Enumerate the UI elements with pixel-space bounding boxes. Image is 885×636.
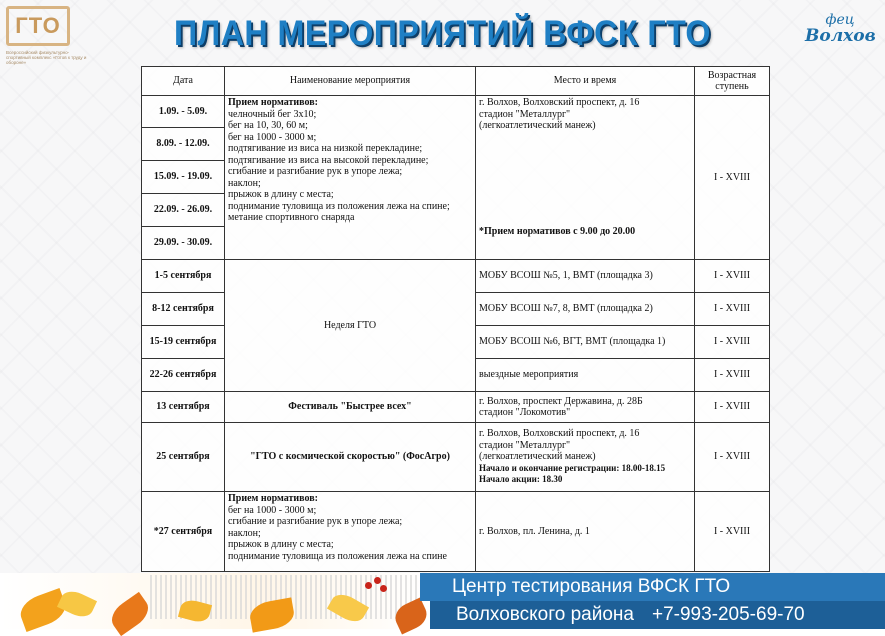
place-line: стадион "Локомотив" <box>479 407 571 418</box>
norms-title: Прием нормативов: <box>228 493 318 504</box>
place-line: г. Волхов, проспект Державина, д. 28Б <box>479 395 643 407</box>
event-name-cell: Фестиваль "Быстрее всех" <box>225 392 476 423</box>
norms-line: наклон; <box>228 177 261 189</box>
place-cell: МОБУ ВСОШ №6, ВГТ, ВМТ (площадка 1) <box>476 326 695 359</box>
norms-line: бег на 1000 - 3000 м; <box>228 504 317 516</box>
place-line: (легкоатлетический манеж) <box>479 451 596 463</box>
place-line: стадион "Металлург" <box>479 439 571 451</box>
berry-icon <box>380 585 387 592</box>
leaf-icon <box>106 592 154 636</box>
header-place: Место и время <box>476 67 695 96</box>
date-cell: 1.09. - 5.09. <box>142 96 225 128</box>
table-header-row <box>142 67 770 96</box>
footer-center-title: Центр тестирования ВФСК ГТО <box>420 573 885 601</box>
table-row <box>142 96 770 128</box>
norms-line: поднимание туловища из положения лежа на спине; <box>228 200 450 212</box>
table-row <box>142 423 770 492</box>
footer <box>0 573 885 629</box>
footer-contact-band <box>430 601 885 629</box>
header-name: Наименование мероприятия <box>225 67 476 96</box>
date-cell: 29.09. - 30.09. <box>142 227 225 260</box>
norms-line: метание спортивного снаряда <box>228 212 355 223</box>
norms-line: поднимание туловища из положения лежа на спине <box>228 550 447 562</box>
header-age: Возрастная ступень <box>695 67 770 96</box>
event-name-cell: "ГТО с космической скоростью" (ФосАгро) <box>225 423 476 492</box>
norms-line: бег на 10, 30, 60 м; <box>228 120 308 131</box>
age-cell: I - XVIII <box>695 492 770 572</box>
berry-icon <box>365 582 372 589</box>
fec-volkhov-logo <box>805 12 875 54</box>
table-row <box>142 392 770 423</box>
place-cell <box>476 392 695 423</box>
date-cell: 22.09. - 26.09. <box>142 194 225 227</box>
fec-logo-line2: Волхов <box>805 26 876 46</box>
age-cell: I - XVIII <box>695 326 770 359</box>
norms-cell <box>225 96 476 260</box>
norms-line: челночный бег 3х10; <box>228 108 317 120</box>
age-cell: I - XVIII <box>695 423 770 492</box>
date-cell: 15-19 сентября <box>142 326 225 359</box>
table-row <box>142 492 770 572</box>
age-cell: I - XVIII <box>695 392 770 423</box>
place-line: стадион "Металлург" <box>479 108 571 120</box>
registration-note: Начало и окончание регистрации: 18.00-18.15 <box>479 462 666 473</box>
date-cell: 22-26 сентября <box>142 359 225 392</box>
place-line: г. Волхов, Волховский проспект, д. 16 <box>479 97 640 108</box>
place-cell: МОБУ ВСОШ №5, 1, ВМТ (площадка 3) <box>476 260 695 293</box>
norms-line: прыжок в длину с места; <box>228 189 334 200</box>
norms-cell <box>225 492 476 572</box>
age-cell: I - XVIII <box>695 293 770 326</box>
events-table <box>141 66 770 572</box>
norms-title: Прием нормативов: <box>228 97 318 108</box>
gto-logo-subtitle: Всероссийский физкультурно-спортивный комплекс «Готов к труду и обороне» <box>6 50 87 65</box>
date-cell: 13 сентября <box>142 392 225 423</box>
table-row <box>142 260 770 293</box>
berry-icon <box>374 577 381 584</box>
date-cell: 25 сентября <box>142 423 225 492</box>
leaf-icon <box>57 587 97 621</box>
place-cell: МОБУ ВСОШ №7, 8, ВМТ (площадка 2) <box>476 293 695 326</box>
start-note: Начало акции: 18.30 <box>479 474 563 485</box>
date-cell: *27 сентября <box>142 492 225 572</box>
gto-logo-mark: ГТО <box>6 6 70 46</box>
place-cell <box>476 96 695 260</box>
fec-logo-line1: фец <box>825 12 855 28</box>
footer-phone[interactable]: +7-993-205-69-70 <box>651 604 805 625</box>
date-cell: 8.09. - 12.09. <box>142 128 225 161</box>
place-cell <box>476 423 695 492</box>
header-date: Дата <box>142 67 225 96</box>
place-cell: выездные мероприятия <box>476 359 695 392</box>
norms-line: наклон; <box>228 527 261 539</box>
footer-district: Волховского района <box>456 604 634 625</box>
week-name-cell: Неделя ГТО <box>225 260 476 392</box>
place-note: *Прием нормативов с 9.00 до 20.00 <box>479 225 636 237</box>
place-line: (легкоатлетический манеж) <box>479 120 596 131</box>
age-cell: I - XVIII <box>695 260 770 293</box>
date-cell: 15.09. - 19.09. <box>142 161 225 194</box>
date-cell: 1-5 сентября <box>142 260 225 293</box>
place-line: г. Волхов, Волховский проспект, д. 16 <box>479 428 640 440</box>
autumn-leaves-decoration <box>0 573 430 629</box>
norms-line: прыжок в длину с места; <box>228 539 334 550</box>
age-cell: I - XVIII <box>695 359 770 392</box>
norms-line: подтягивание из виса на низкой перекладине; <box>228 143 423 154</box>
norms-line: сгибание и разгибание рук в упоре лежа; <box>228 166 403 177</box>
page-title: ПЛАН МЕРОПРИЯТИЙ ВФСК ГТО <box>174 14 711 53</box>
norms-line: подтягивание из виса на высокой перекладине; <box>228 154 429 166</box>
norms-line: бег на 1000 - 3000 м; <box>228 131 317 143</box>
date-cell: 8-12 сентября <box>142 293 225 326</box>
age-cell: I - XVIII <box>695 96 770 260</box>
norms-line: сгибание и разгибание рук в упоре лежа; <box>228 516 403 527</box>
place-cell: г. Волхов, пл. Ленина, д. 1 <box>476 492 695 572</box>
